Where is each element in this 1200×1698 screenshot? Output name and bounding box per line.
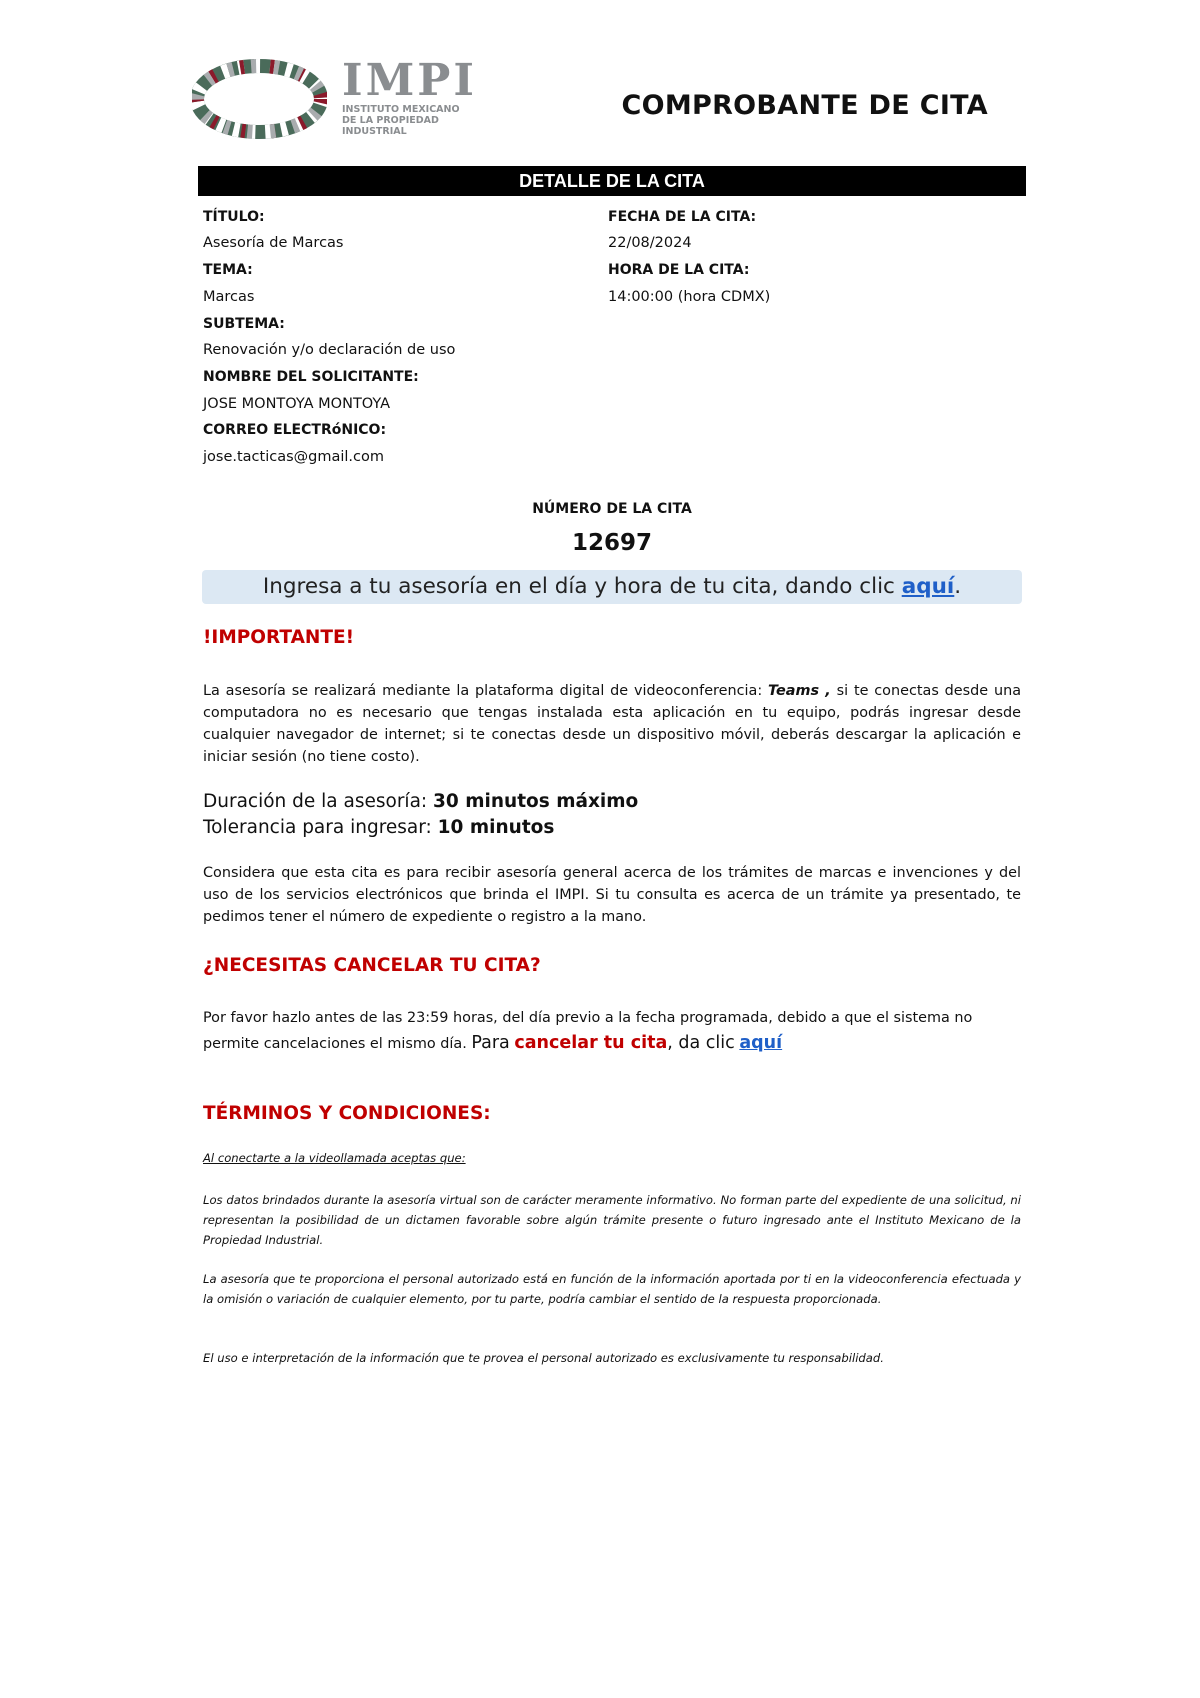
cancel-line-1: Por favor hazlo antes de las 23:59 horas, del día previo a la fecha programada, debido a que el sistema no [203,1010,973,1026]
field-label-titulo: TÍTULO: [203,209,265,225]
important-heading: !IMPORTANTE! [203,627,355,648]
field-label-fecha: FECHA DE LA CITA: [608,209,757,225]
field-label-tema: TEMA: [203,262,253,278]
considera-paragraph: Considera que esta cita es para recibir asesoría general acerca de los trámites de marcas e invenciones y del uso de los servicios electrónicos que brinda el IMPI. Si tu consulta es acerca de un trámite ya presentado, te pedimos tener el número de expediente o registro a la mano. [203,865,1021,925]
detail-bar: DETALLE DE LA CITA [198,166,1026,196]
important-paragraph: La asesoría se realizará mediante la plataforma digital de videoconferencia: Teams , si te conectas desde una computadora no es necesario que tengas instalada esta aplicación en tu equipo, podrás ingresar desde cualquier navegador de internet; si te conectas desde un dispositivo móvil, deberás descargar la aplicación e iniciar sesión (no tiene costo). [203,683,1022,765]
logo-subtitle: INSTITUTO MEXICANO DE LA PROPIEDAD INDUSTRIAL [342,104,460,137]
field-value-hora: 14:00:00 (hora CDMX) [608,289,771,305]
field-label-subtema: SUBTEMA: [203,316,285,332]
field-value-subtema: Renovación y/o declaración de uso [203,342,456,358]
duration-value: 30 minutos máximo [433,791,639,812]
cancel-link[interactable]: aquí [739,1033,783,1053]
tolerance-value: 10 minutos [437,817,555,838]
terms-heading: TÉRMINOS Y CONDICIONES: [203,1103,491,1124]
field-value-titulo: Asesoría de Marcas [203,235,344,251]
join-end: . [954,574,962,599]
duration-line: Duración de la asesoría: 30 minutos máximo [203,791,639,812]
join-text: Ingresa a tu asesoría en el día y hora de tu cita, dando clic [262,574,895,599]
field-label-correo: CORREO ELECTRóNICO: [203,422,387,438]
terms-paragraph-3: El uso e interpretación de la información que te provea el personal autorizado es exclusivamente tu responsabilidad. [203,1351,884,1365]
cancel-heading: ¿NECESITAS CANCELAR TU CITA? [203,955,541,976]
impi-logo [192,55,492,140]
join-banner [202,570,1022,604]
platform-name: Teams , [768,683,831,699]
impi-emblem-icon [192,58,327,140]
field-value-correo: jose.tacticas@gmail.com [203,449,385,465]
document-title: COMPROBANTE DE CITA [621,90,988,121]
cancel-text: cancelar tu cita [514,1033,668,1053]
field-value-tema: Marcas [203,289,255,305]
terms-paragraph-2: La asesoría que te proporciona el personal autorizado está en función de la información aportada por ti en la videoconferencia efectuada y la omisión o variación de cualquier elemento, por tu parte, podría cambiar el sentido de la respuesta proporcionada. [203,1272,1021,1306]
join-link[interactable]: aquí [901,574,955,599]
appointment-number-label: NÚMERO DE LA CITA [532,501,692,517]
tolerance-line: Tolerancia para ingresar: 10 minutos [203,817,555,838]
field-value-solicitante: JOSE MONTOYA MONTOYA [203,396,391,412]
cancel-line-2: permite cancelaciones el mismo día. Para cancelar tu cita, da clic aquí [203,1033,783,1053]
field-label-hora: HORA DE LA CITA: [608,262,750,278]
terms-intro: Al conectarte a la videollamada aceptas que: [203,1151,466,1165]
appointment-number: 12697 [571,530,653,556]
logo-name: IMPI [342,55,477,106]
field-value-fecha: 22/08/2024 [608,235,692,251]
field-label-solicitante: NOMBRE DEL SOLICITANTE: [203,369,419,385]
terms-paragraph-1: Los datos brindados durante la asesoría virtual son de carácter meramente informativo. No forman parte del expediente de una solicitud, ni representan la posibilidad de un dictamen favorable sobre algún trámite presente o futuro ingresado ante el Instituto Mexicano de la Propiedad Industrial. [203,1193,1021,1247]
